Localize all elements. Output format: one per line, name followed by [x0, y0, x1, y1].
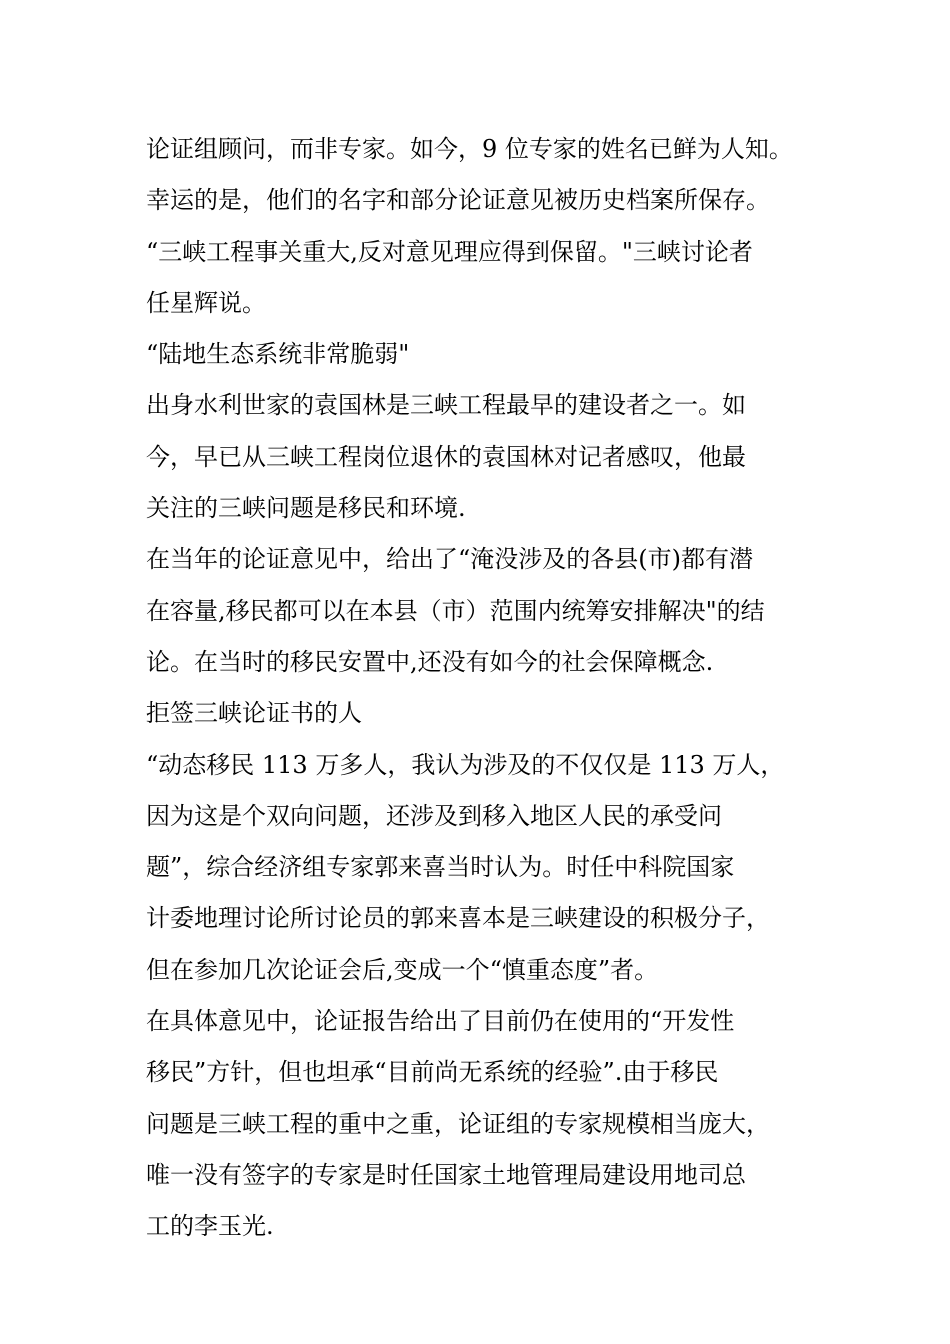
text-line: 出身水利世家的袁国林是三峡工程最早的建设者之一。如 [146, 391, 746, 420]
text-line: 论。在当时的移民安置中,还没有如今的社会保障概念. [146, 647, 714, 676]
text-line: “动态移民 113 万多人，我认为涉及的不仅仅是 113 万人， [146, 750, 785, 779]
text-line: 关注的三峡问题是移民和环境. [146, 494, 466, 523]
text-line: 题”，综合经济组专家郭来喜当时认为。时任中科院国家 [146, 853, 735, 882]
text-line: 移民”方针，但也坦承“目前尚无系统的经验”.由于移民 [146, 1058, 719, 1087]
text-line: 计委地理讨论所讨论员的郭来喜本是三峡建设的积极分子， [146, 904, 770, 933]
document-body [146, 124, 846, 1253]
text-line: 唯一没有签字的专家是时任国家土地管理局建设用地司总 [146, 1160, 746, 1189]
text-line: 幸运的是，他们的名字和部分论证意见被历史档案所保存。 [146, 186, 770, 215]
section-heading: 拒签三峡论证书的人 [146, 699, 362, 728]
section-heading: “陆地生态系统非常脆弱" [146, 340, 410, 369]
text-line: 在容量,移民都可以在本县（市）范围内统筹安排解决"的结 [146, 596, 765, 625]
text-line: 在当年的论证意见中，给出了“淹没涉及的各县(市)都有潜 [146, 545, 753, 574]
text-line: 论证组顾问，而非专家。如今，9 位专家的姓名已鲜为人知。 [146, 135, 793, 163]
text-line: “三峡工程事关重大,反对意见理应得到保留。"三峡讨论者 [146, 237, 753, 266]
text-line: 工的李玉光. [146, 1212, 274, 1241]
text-line: 在具体意见中，论证报告给出了目前仍在使用的“开发性 [146, 1007, 735, 1036]
text-line: 任星辉说。 [146, 288, 266, 317]
text-line: 因为这是个双向问题，还涉及到移入地区人民的承受问 [146, 801, 722, 830]
text-line: 但在参加几次论证会后,变成一个“慎重态度”者。 [146, 955, 659, 984]
text-line: 今，早已从三峡工程岗位退休的袁国林对记者感叹，他最 [146, 442, 746, 471]
text-line: 问题是三峡工程的重中之重，论证组的专家规模相当庞大， [146, 1109, 770, 1138]
